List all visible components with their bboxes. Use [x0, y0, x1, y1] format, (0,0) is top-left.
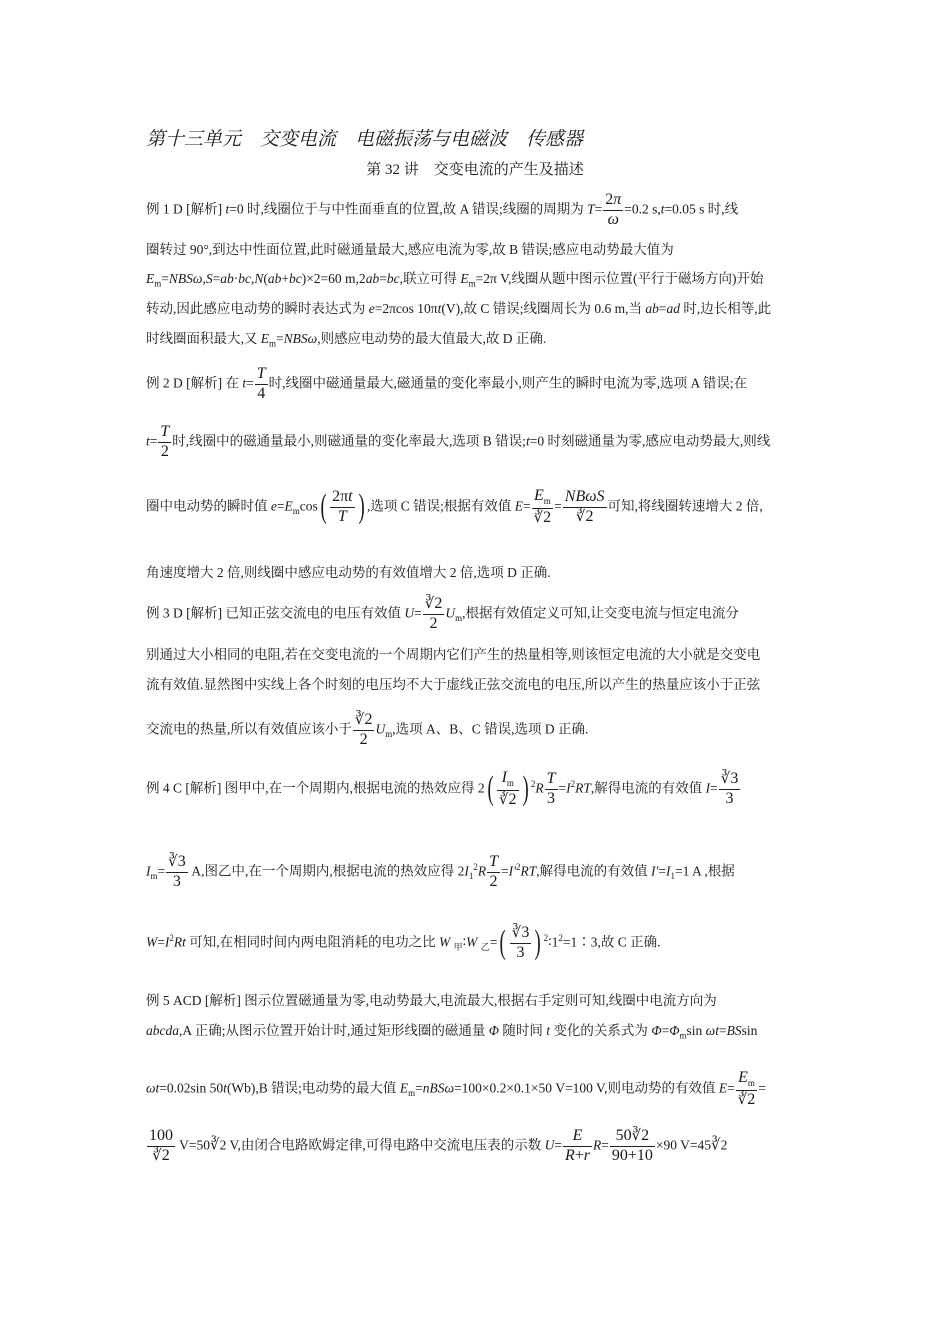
fraction: $\frac{E_m}{∛2}$: [737, 1069, 756, 1108]
example-5-line-2: abcda,A 正确;从图示位置开始计时,通过矩形线圈的磁通量 Φ 随时间 t 变化的关系式为 $\Phi=\Phi_m\sin$ ωt=BSsin: [146, 1023, 758, 1041]
example-1-label: 例 1 D [解析]: [146, 201, 226, 217]
example-3-line-1: 例 3 D [解析] 已知正弦交流电的电压有效值 U= $\frac{∛2}{2}$ $U_m$,根据有效值定义可知,让交变电流与恒定电流分: [146, 595, 739, 632]
fraction: $\frac{∛2}{2}$: [354, 711, 373, 748]
example-1-line-1: 例 1 D [解析] t=0 时,线圈位于与中性面垂直的位置,故 A 错误;线圈的周期为 T= $\frac{2\pi}{\omega}$ =0.2 s,t=0.05 s 时,线: [146, 191, 739, 228]
example-4-line-2: $I_m=$ $\frac{∛3}{3}$ A,图乙中,在一个周期内,根据电流的热效应得 $2I_1^2R$ $\frac{T}{2}$ $=I'^2RT$,解得电流的有效值 $I'=I_1=1$ A ,根据: [146, 853, 735, 890]
example-3-line-2: 别通过大小相同的电阻,若在交变电流的一个周期内它们产生的热量相等,则该恒定电流的大小就是交变电: [146, 647, 761, 662]
fraction: $\frac{T}{3}$: [546, 769, 556, 807]
example-4-line-3: $W=I^2Rt$ 可知,在相同时间内两电阻消耗的电功之比 W $_甲$∶W $_乙$=( $\frac{∛3}{3}$ ) $^2∶1^2=1∶3$,故 C 正确.: [146, 924, 661, 962]
fraction: $\frac{T}{2}$: [160, 423, 170, 460]
example-4-label: 例 4 C [解析]: [146, 780, 225, 796]
example-1-line-2: 圈转过 90°,到达中性面位置,此时磁通量最大,感应电流为零,故 B 错误;感应电动势最大值为: [146, 242, 674, 257]
example-5-line-1: 例 5 ACD [解析] 图示位置磁通量为零,电动势最大,电流最大,根据右手定则可知,线圈中电流方向为: [146, 993, 717, 1008]
fraction: $\frac{50∛2}{90+10}$: [611, 1127, 653, 1164]
example-5-label: 例 5 ACD [解析]: [146, 993, 245, 1008]
fraction: $\frac{2\pi}{\omega}$: [605, 191, 622, 228]
fraction: $\frac{100}{∛2}$: [149, 1127, 173, 1164]
example-3-line-3: 流有效值.显然图中实线上各个时刻的电压均不大于虚线正弦交流电的电压,所以产生的热量应该小于正弦: [146, 677, 761, 692]
fraction: $\frac{\text{NBωS}}{∛2}$: [564, 487, 605, 525]
example-4-line-1: 例 4 C [解析] 图甲中,在一个周期内,根据电流的热效应得 2( $\frac{I_m}{∛2}$ ) $^2$R $\frac{T}{3}$ $=I^2RT$,解得电流的有效值 I= $\frac{∛3}{3}$: [146, 769, 739, 808]
fraction: $\frac{∛2}{2}$: [424, 595, 443, 632]
example-2-line-4: 角速度增大 2 倍,则线圈中感应电动势的有效值增大 2 倍,选项 D 正确.: [146, 565, 551, 580]
lecture-title: 第 32 讲 交变电流的产生及描述: [366, 162, 584, 178]
fraction: $\frac{∛3}{3}$: [168, 853, 186, 890]
fraction: $\frac{E_m}{∛2}$: [533, 487, 552, 526]
fraction: $\frac{∛3}{3}$: [511, 924, 530, 961]
example-1-line-4: 转动,因此感应电动势的瞬时表达式为 e=2πcos 10πt(V),故 C 错误;线圈周长为 0.6 m,当 ab=ad 时,边长相等,此: [146, 301, 772, 316]
example-2-line-2: t= $\frac{T}{2}$ 时,线圈中的磁通量最小,则磁通量的变化率最大,选项 B 错误;t=0 时刻磁通量为零,感应电动势最大,则线: [146, 423, 771, 460]
fraction: $\frac{2\pi t}{T}$: [332, 487, 353, 525]
example-2-label: 例 2 D [解析]: [146, 375, 226, 391]
example-2-line-3: 圈中电动势的瞬时值 $e=E_m\cos$( $\frac{2\pi t}{T}$ ) ,选项 C 错误;根据有效值 E= $\frac{E_m}{∛2}$ = $\frac{\text{NBωS}}{∛2}$ 可知,将线圈转速增大 2 倍,: [146, 487, 763, 526]
example-2-line-1: 例 2 D [解析] 在 t= $\frac{T}{4}$ 时,线圈中磁通量最大,磁通量的变化率最小,则产生的瞬时电流为零,选项 A 错误;在: [146, 365, 748, 402]
example-3-line-4: 交流电的热量,所以有效值应该小于 $\frac{∛2}{2}$ $U_m$,选项 A、B、C 错误,选项 D 正确.: [146, 711, 589, 748]
fraction: $\frac{T}{2}$: [489, 853, 498, 890]
fraction: $\frac{E}{R+r}$: [564, 1127, 590, 1164]
fraction: $\frac{T}{4}$: [256, 365, 266, 402]
fraction: $\frac{I_m}{∛2}$: [498, 769, 517, 808]
example-1-line-3: $E_m=NBS\omega,S=ab\cdot bc,N(ab+bc)\times 2=60$ m,2ab=bc,联立可得 $E_m=2\pi$ V,线圈从题中图示位置(平行于磁场方向)开始: [146, 271, 764, 289]
example-3-label: 例 3 D [解析]: [146, 605, 226, 621]
unit-title: 第十三单元 交变电流 电磁振荡与电磁波 传感器: [146, 129, 584, 150]
example-1-line-5: 时线圈面积最大,又 $E_m=NBS\omega$,则感应电动势的最大值最大,故 D 正确.: [146, 331, 547, 349]
example-5-line-4: $\frac{100}{∛2}$ V=50∛2 V,由闭合电路欧姆定律,可得电路中交流电压表的示数 U= $\frac{E}{R+r}$ R= $\frac{50∛2}{90+10}$ ×90 V=45∛2: [149, 1127, 728, 1164]
example-5-line-3: ωt=0.02sin 50t(Wb),B 错误;电动势的最大值 $E_m=nBS\omega=100\times 0.2\times 0.1\times 50$ V=100 V,则电动势的有效值 E= $\frac{E_m}{∛2}$ =: [146, 1069, 766, 1108]
fraction: $\frac{∛3}{3}$: [720, 769, 739, 807]
